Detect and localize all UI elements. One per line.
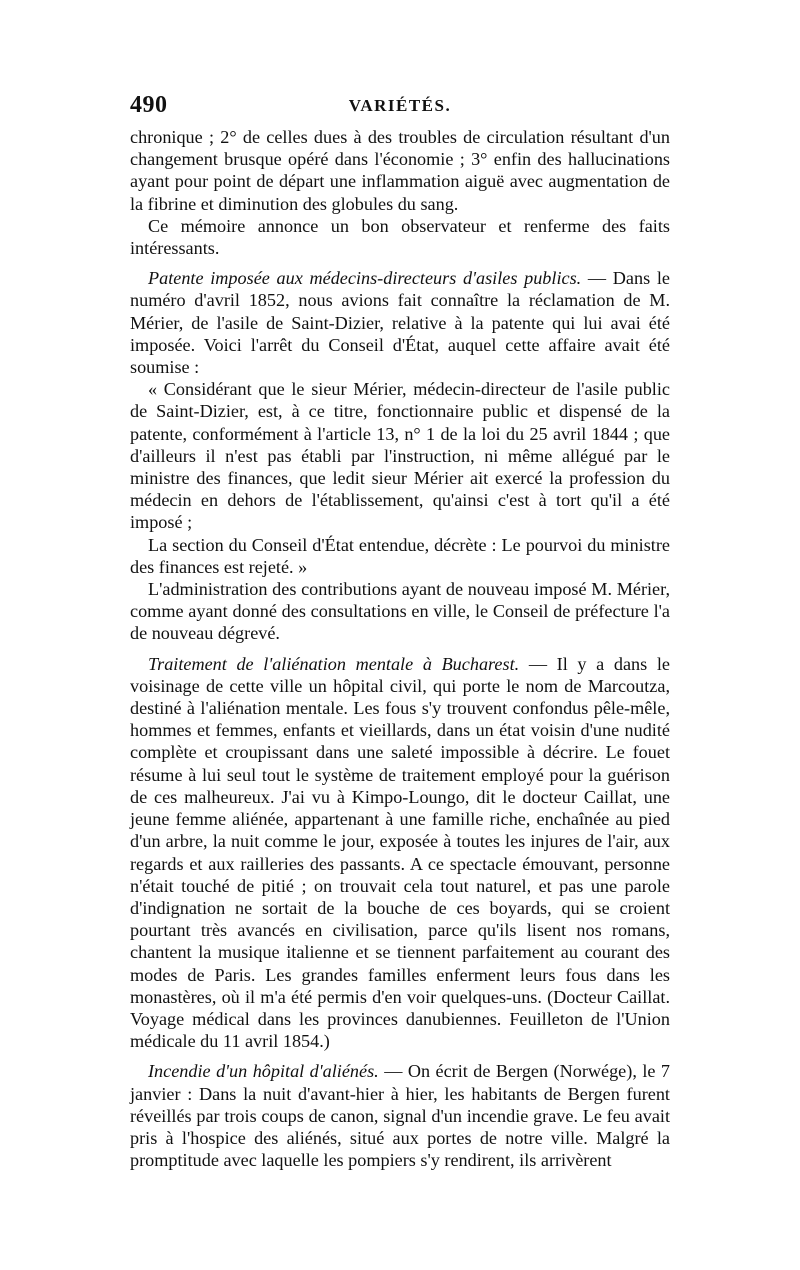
section-text-patente: — Dans le numéro d'avril 1852, nous avions fait connaître la réclamation de M. Mérier, de l'asile de Saint-Dizier, relative à la patente qui lui avai été imposée. Voici l'arrêt du Conseil d'État, auquel cette affaire avait été soumise :	[130, 268, 670, 378]
page-body	[130, 126, 670, 1171]
section-patente	[130, 267, 670, 378]
paragraph-decision: La section du Conseil d'État entendue, décrète : Le pourvoi du ministre des finances est rejeté. »	[130, 534, 670, 577]
paragraph-administration: L'administration des contributions ayant de nouveau imposé M. Mérier, comme ayant donné des consultations en ville, le Conseil de préfecture l'a de nouveau dégrevé.	[130, 579, 670, 644]
section-incendie	[130, 1060, 670, 1171]
section-bucharest	[130, 653, 670, 1053]
page-header	[130, 92, 670, 120]
running-head: VARIÉTÉS.	[348, 96, 452, 115]
section-text-bucharest: — Il y a dans le voisinage de cette ville un hôpital civil, qui porte le nom de Marcoutza, destiné à l'aliénation mentale. Les fous s'y trouvent confondus pêle-mêle, hommes et femmes, enfants et vieillards, dans un état voisin d'une nudité complète et croupissant dans une saleté impossible à décrire. Le fouet résume à lui seul tout le système de traitement employé pour la guérison de ces malheureux. J'ai vu à Kimpo-Loungo, dit le docteur Caillat, une jeune femme aliénée, appartenant à une famille riche, enchaînée au pied d'un arbre, la nuit comme le jour, exposée à toutes les injures de l'air, aux regards et aux railleries des passants. A ce spectacle émouvant, personne n'était touché de pitié ; on trouvait cela tout naturel, et pas une parole d'indignation ne sortait de la bouche de ces boyards, qui se croient pourtant très avancés en civilisation, parce qu'ils lisent nos romans, chantent la musique italienne et se tiennent parfaitement au courant des modes de Paris. Les grandes familles enferment leurs fous dans les monastères, où il m'a été permis d'en voir quelques-uns. (Docteur Caillat. Voyage médical dans les provinces danubiennes. Feuilleton de l'Union médicale du 11 avril 1854.)	[130, 653, 670, 1052]
paragraph-considerant: « Considérant que le sieur Mérier, médecin-directeur de l'asile public de Saint-Dizier, est, à ce titre, fonctionnaire public et dispensé de la patente, conformément à l'article 13, n° 1 de la loi du 25 avril 1844 ; que d'ailleurs il n'est pas établi par l'instruction, ni même allégué par le ministre des finances, que ledit sieur Mérier ait exercé la profession du médecin en dehors de l'établissement, qu'ainsi c'est à tort qu'il a été imposé ;	[130, 379, 670, 533]
section-title-patente: Patente imposée aux médecins-directeurs d'asiles publics.	[148, 268, 582, 289]
section-text-incendie: — On écrit de Bergen (Norwége), le 7 janvier : Dans la nuit d'avant-hier à hier, les habitants de Bergen furent réveillés par trois coups de canon, signal d'un incendie grave. Le feu avait pris à l'hospice des aliénés, situé aux portes de notre ville. Malgré la promptitude avec laquelle les pompiers s'y rendirent, ils arrivèrent	[130, 1061, 670, 1171]
page-number: 490	[130, 92, 168, 118]
section-title-incendie: Incendie d'un hôpital d'aliénés.	[148, 1061, 379, 1082]
paragraph-memoire-note: Ce mémoire annonce un bon observateur et renferme des faits intéressants.	[130, 215, 670, 259]
paragraph-hallucinations-end: chronique ; 2° de celles dues à des troubles de circulation résultant d'un changement brusque opéré dans l'économie ; 3° enfin des hallucinations ayant pour point de départ une inflammation aiguë avec augmentation de la fibrine et diminution des globules du sang.	[130, 127, 670, 214]
section-title-bucharest: Traitement de l'aliénation mentale à Bucharest.	[148, 653, 520, 674]
